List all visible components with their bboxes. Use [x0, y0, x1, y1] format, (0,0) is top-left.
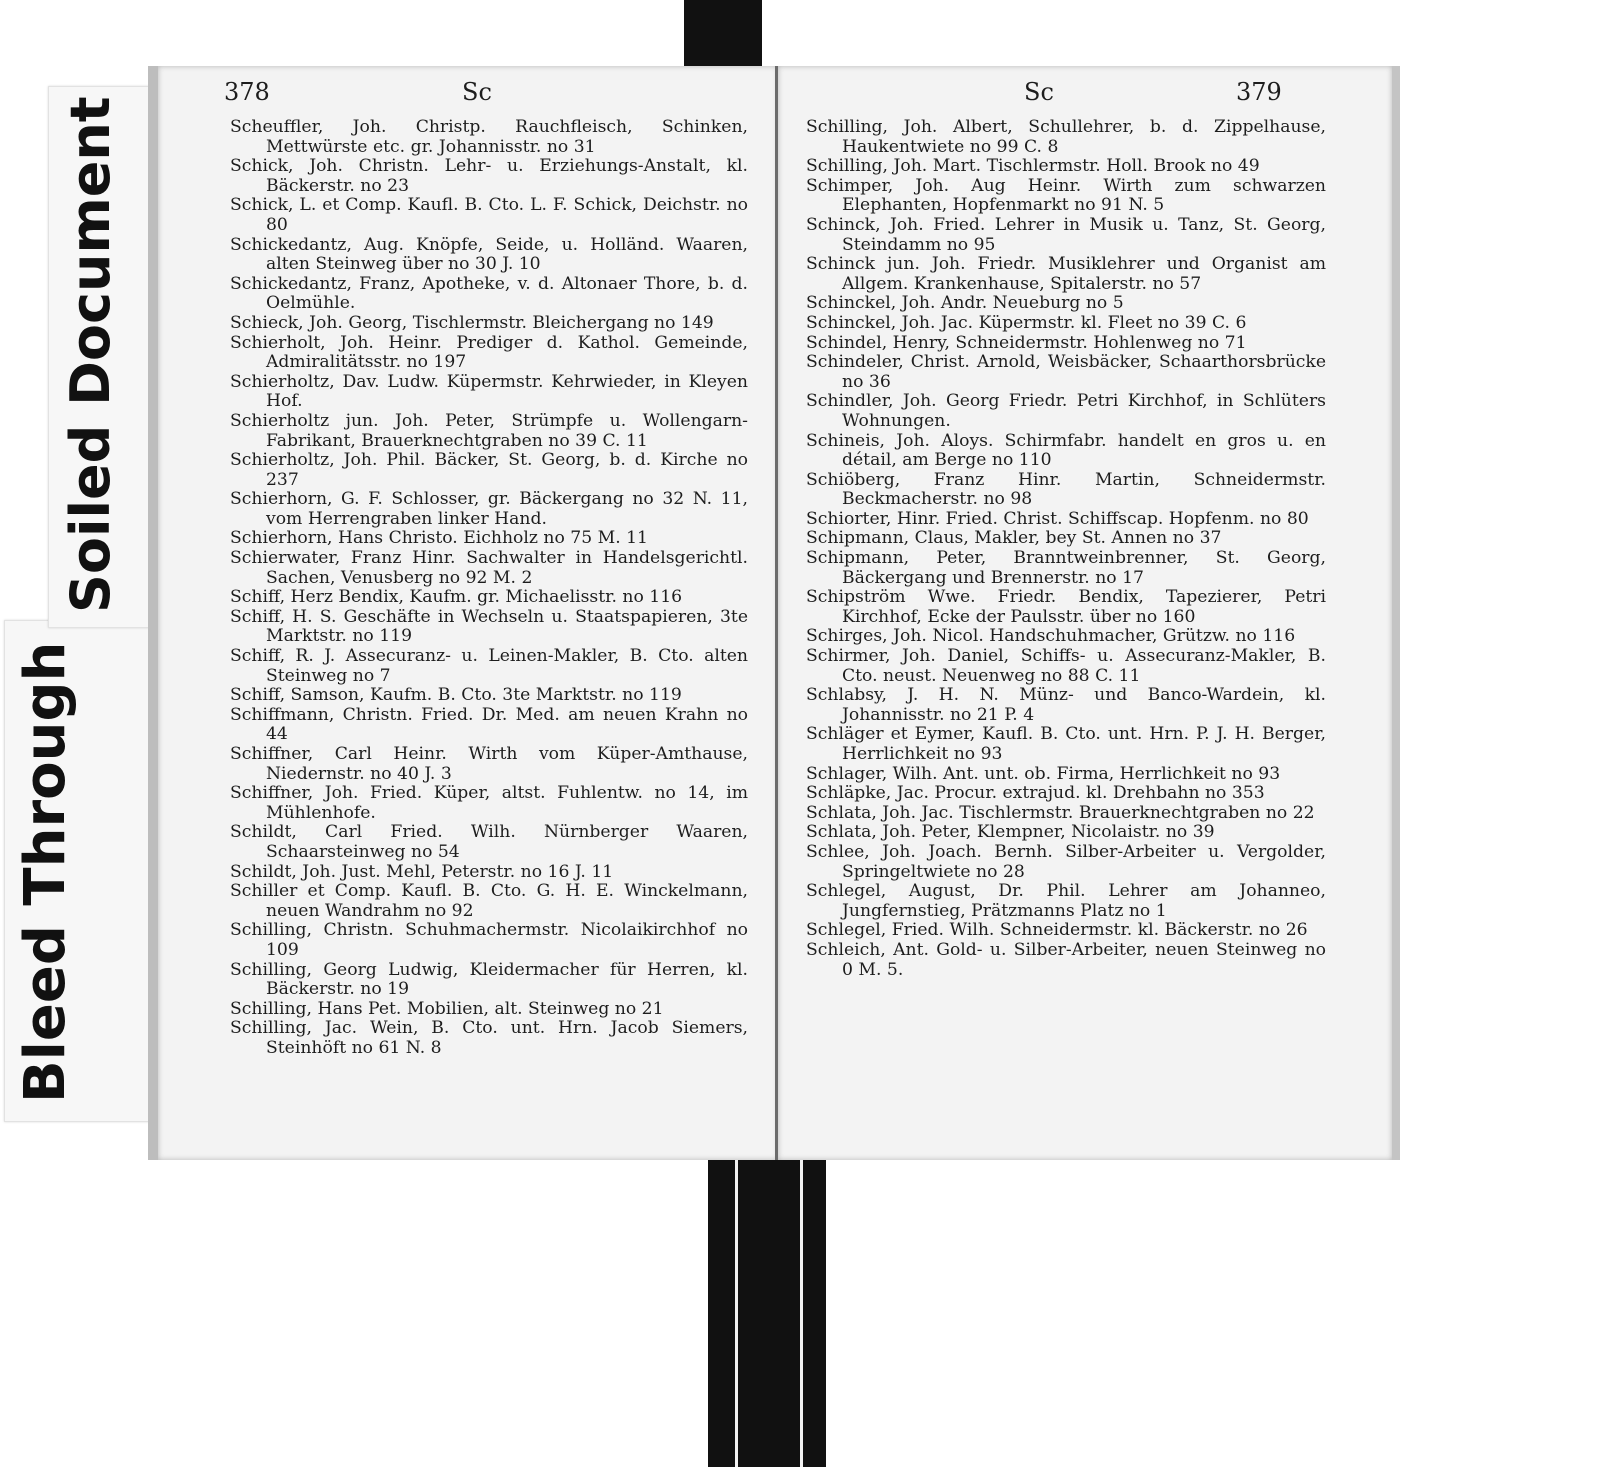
directory-entry: Schiöberg, Franz Hinr. Martin, Schneidermstr. Beckmacherstr. no 98	[806, 469, 1326, 510]
directory-entry: Schiffner, Joh. Fried. Küper, altst. Fuhlentw. no 14, im Mühlenhofe.	[230, 783, 748, 823]
directory-entry: Schlegel, Fried. Wilh. Schneidermstr. kl. Bäckerstr. no 26	[806, 920, 1308, 941]
directory-entry: Schickedantz, Aug. Knöpfe, Seide, u. Holländ. Waaren, alten Steinweg über no 30 J. 10	[230, 234, 748, 275]
directory-entry: Schierhorn, Hans Christo. Eichholz no 75 M. 11	[230, 528, 648, 549]
directory-entry: Schickedantz, Franz, Apotheke, v. d. Altonaer Thore, b. d. Oelmühle.	[230, 273, 748, 314]
directory-entry: Schilling, Jac. Wein, B. Cto. unt. Hrn. Jacob Siemers, Steinhöft no 61 N. 8	[230, 1018, 748, 1058]
directory-entry: Schildt, Joh. Just. Mehl, Peterstr. no 16 J. 11	[230, 861, 614, 882]
directory-entry: Schieck, Joh. Georg, Tischlermstr. Bleichergang no 149	[230, 312, 714, 333]
directory-entry: Schierholt, Joh. Heinr. Prediger d. Kathol. Gemeinde, Admiralitätsstr. no 197	[230, 332, 748, 373]
directory-entry: Schläger et Eymer, Kaufl. B. Cto. unt. Hrn. P. J. H. Berger, Herrlichkeit no 93	[806, 724, 1326, 764]
directory-entry: Schiff, R. J. Assecuranz- u. Leinen-Makler, B. Cto. alten Steinweg no 7	[230, 646, 748, 686]
bleed-through-label-box	[4, 620, 156, 1122]
directory-entry: Schinckel, Joh. Jac. Küpermstr. kl. Fleet no 39 C. 6	[806, 312, 1247, 333]
directory-entry: Schineis, Joh. Aloys. Schirmfabr. handelt en gros u. en détail, am Berge no 110	[806, 430, 1326, 471]
directory-entry: Schimper, Joh. Aug Heinr. Wirth zum schwarzen Elephanten, Hopfenmarkt no 91 N. 5	[806, 175, 1326, 216]
directory-entry: Schirges, Joh. Nicol. Handschuhmacher, Grützw. no 116	[806, 626, 1296, 647]
directory-entry: Scheuffler, Joh. Christp. Rauchfleisch, Schinken, Mettwürste etc. gr. Johannisstr. no 31	[230, 117, 748, 157]
spine-bottom-shadow	[708, 1148, 826, 1467]
section-header: Sc	[1024, 78, 1054, 106]
directory-entry: Schierholtz, Joh. Phil. Bäcker, St. Georg, b. d. Kirche no 237	[230, 450, 748, 490]
directory-entry: Schlee, Joh. Joach. Bernh. Silber-Arbeiter u. Vergolder, Springeltwiete no 28	[806, 841, 1326, 882]
directory-entry: Schlager, Wilh. Ant. unt. ob. Firma, Herrlichkeit no 93	[806, 763, 1281, 784]
directory-entry: Schildt, Carl Fried. Wilh. Nürnberger Waaren, Schaarsteinweg no 54	[230, 822, 748, 862]
page-number: 379	[1236, 78, 1282, 106]
directory-entry: Schindel, Henry, Schneidermstr. Hohlenweg no 71	[806, 332, 1247, 353]
directory-entry: Schiff, Herz Bendix, Kaufm. gr. Michaelisstr. no 116	[230, 587, 683, 608]
directory-entry: Schipmann, Peter, Branntweinbrenner, St. Georg, Bäckergang und Brennerstr. no 17	[806, 548, 1326, 588]
directory-entry: Schlata, Joh. Jac. Tischlermstr. Brauerknechtgraben no 22	[806, 802, 1315, 823]
directory-entry: Schindler, Joh. Georg Friedr. Petri Kirchhof, in Schlüters Wohnungen.	[806, 391, 1326, 431]
directory-entry: Schläpke, Jac. Procur. extrajud. kl. Drehbahn no 353	[806, 783, 1265, 804]
directory-entry: Schindeler, Christ. Arnold, Weisbäcker, Schaarthorsbrücke no 36	[806, 352, 1326, 392]
directory-entry: Schlata, Joh. Peter, Klempner, Nicolaistr. no 39	[806, 822, 1215, 843]
bleed-through-label: Bleed Through	[13, 641, 78, 1103]
section-header: Sc	[462, 78, 492, 106]
directory-entry: Schipström Wwe. Friedr. Bendix, Tapezierer, Petri Kirchhof, Ecke der Paulsstr. über no 160	[806, 587, 1326, 627]
directory-entry: Schilling, Christn. Schuhmachermstr. Nicolaikirchhof no 109	[230, 920, 748, 960]
directory-entry: Schilling, Georg Ludwig, Kleidermacher für Herren, kl. Bäckerstr. no 19	[230, 959, 748, 1000]
spine-top-shadow	[684, 0, 762, 70]
directory-entry: Schierhorn, G. F. Schlosser, gr. Bäckergang no 32 N. 11, vom Herrengraben linker Hand.	[230, 489, 748, 529]
directory-entry: Schick, L. et Comp. Kaufl. B. Cto. L. F. Schick, Deichstr. no 80	[230, 195, 748, 235]
soiled-document-label-box	[48, 86, 152, 628]
right-page-header	[778, 78, 1392, 114]
directory-entry: Schlegel, August, Dr. Phil. Lehrer am Johanneo, Jungfernstieg, Prätzmanns Platz no 1	[806, 881, 1326, 921]
directory-entry: Schinck jun. Joh. Friedr. Musiklehrer und Organist am Allgem. Krankenhause, Spitalerstr. no 57	[806, 254, 1326, 294]
directory-entry: Schierwater, Franz Hinr. Sachwalter in Handelsgerichtl. Sachen, Venusberg no 92 M. 2	[230, 548, 748, 588]
right-entries	[806, 118, 1326, 980]
directory-entry: Schiffner, Carl Heinr. Wirth vom Küper-Amthause, Niedernstr. no 40 J. 3	[230, 744, 748, 784]
directory-entry: Schick, Joh. Christn. Lehr- u. Erziehungs-Anstalt, kl. Bäckerstr. no 23	[230, 156, 748, 196]
directory-entry: Schilling, Joh. Albert, Schullehrer, b. d. Zippelhause, Haukentwiete no 99 C. 8	[806, 117, 1326, 157]
directory-entry: Schipmann, Claus, Makler, bey St. Annen no 37	[806, 528, 1222, 549]
soiled-document-label: Soiled Document	[59, 96, 122, 613]
directory-entry: Schiffmann, Christn. Fried. Dr. Med. am neuen Krahn no 44	[230, 704, 748, 745]
directory-entry: Schilling, Joh. Mart. Tischlermstr. Holl. Brook no 49	[806, 156, 1260, 177]
directory-entry: Schlabsy, J. H. N. Münz- und Banco-Wardein, kl. Johannisstr. no 21 P. 4	[806, 685, 1326, 725]
directory-entry: Schierholtz jun. Joh. Peter, Strümpfe u. Wollengarn-Fabrikant, Brauerknechtgraben no 39 C. 11	[230, 410, 748, 451]
spine-stripe	[800, 1148, 803, 1467]
directory-entry: Schinckel, Joh. Andr. Neueburg no 5	[806, 293, 1124, 314]
directory-entry: Schiller et Comp. Kaufl. B. Cto. G. H. E. Winckelmann, neuen Wandrahm no 92	[230, 881, 748, 921]
directory-entry: Schiff, H. S. Geschäfte in Wechseln u. Staatspapieren, 3te Marktstr. no 119	[230, 606, 748, 647]
page-number: 378	[224, 78, 270, 106]
directory-entry: Schleich, Ant. Gold- u. Silber-Arbeiter, neuen Steinweg no 0 M. 5.	[806, 939, 1326, 980]
spine-stripe	[735, 1148, 738, 1467]
directory-entry: Schiff, Samson, Kaufm. B. Cto. 3te Marktstr. no 119	[230, 685, 682, 706]
directory-entry: Schirmer, Joh. Daniel, Schiffs- u. Assecuranz-Makler, B. Cto. neust. Neuenweg no 88 C. 11	[806, 646, 1326, 686]
directory-entry: Schinck, Joh. Fried. Lehrer in Musik u. Tanz, St. Georg, Steindamm no 95	[806, 214, 1326, 255]
left-page	[148, 66, 778, 1160]
right-page	[778, 66, 1400, 1160]
left-entries	[230, 118, 748, 1059]
directory-entry: Schierholtz, Dav. Ludw. Küpermstr. Kehrwieder, in Kleyen Hof.	[230, 371, 748, 412]
left-page-header	[158, 78, 778, 114]
directory-entry: Schiorter, Hinr. Fried. Christ. Schiffscap. Hopfenm. no 80	[806, 508, 1309, 529]
directory-entry: Schilling, Hans Pet. Mobilien, alt. Steinweg no 21	[230, 998, 664, 1019]
